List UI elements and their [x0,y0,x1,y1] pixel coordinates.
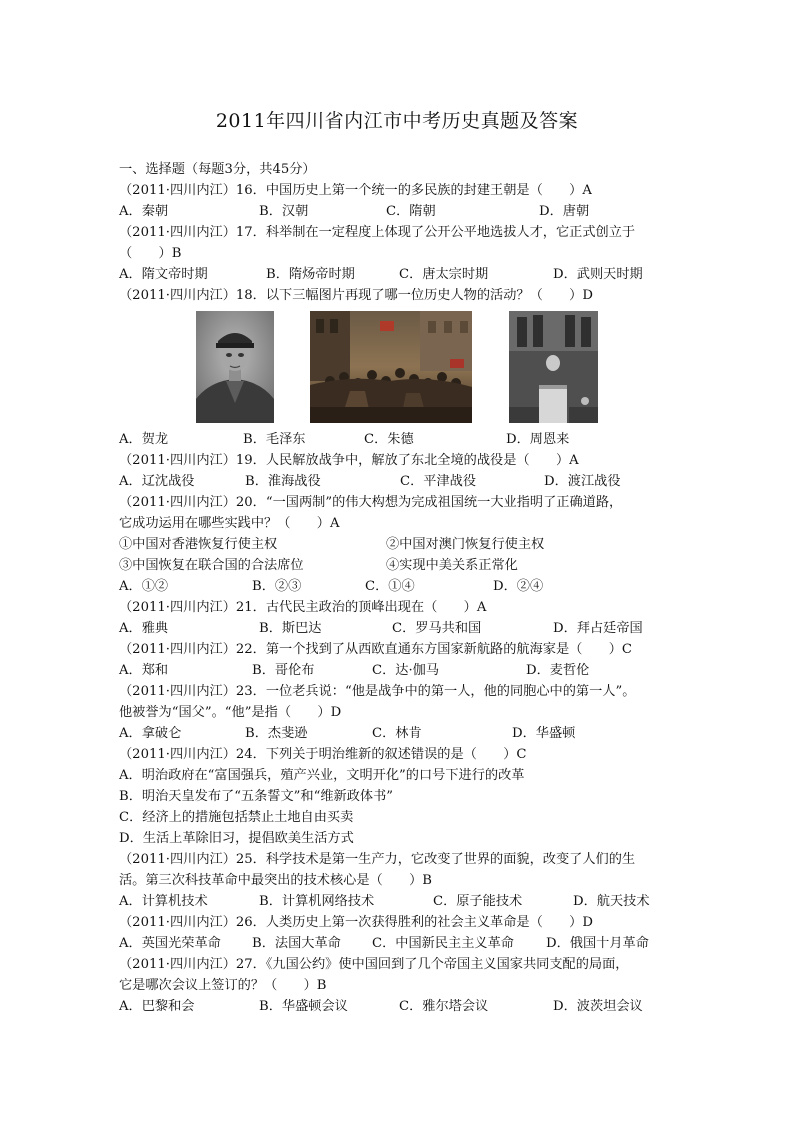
q19-option-c: C．平津战役 [400,474,477,489]
q22-option-c: C．达·伽马 [372,663,440,678]
q18-option-d: D．周恩来 [506,432,570,447]
q16-stem: （2011·四川内江）16．中国历史上第一个统一的多民族的封建王朝是（ ）A [119,183,592,198]
q19-option-d: D．渡江战役 [544,474,621,489]
q24-stem: （2011·四川内江）24．下列关于明治维新的叙述错误的是（ ）C [119,747,527,762]
q27-stem-line2: 它是哪次会议上签订的？（ ）B [119,978,327,993]
q26-option-c: C．中国新民主主义革命 [372,936,514,951]
q24-option-b: B．明治天皇发布了“五条誓文”和“维新政体书” [119,789,394,804]
q21-option-b: B．斯巴达 [259,621,322,636]
q22-option-a: A．郑和 [119,663,169,678]
q22-stem: （2011·四川内江）22．第一个找到了从西欧直通东方国家新航路的航海家是（ ）C [119,642,632,657]
q22-option-b: B．哥伦布 [252,663,315,678]
q23-stem-line2: 他被誉为“国父”。“他”是指（ ）D [119,705,342,720]
q17-option-b: B．隋炀帝时期 [266,267,355,282]
q21-option-a: A．雅典 [119,621,169,636]
q25-stem-line2: 活。第三次科技革命中最突出的技术核心是（ ）B [119,873,433,888]
q20-option-c: C．①④ [365,579,415,594]
crowd-painting [310,311,472,423]
q18-stem: （2011·四川内江）18．以下三幅图片再现了哪一位历史人物的活动？（ ）D [119,288,593,303]
q16-option-b: B．汉朝 [259,204,309,219]
q17-stem-line1: （2011·四川内江）17．科举制在一定程度上体现了公开公平地选拔人才，它正式创立于 [119,225,636,240]
q17-stem-line2: （ ）B [119,246,182,261]
q21-option-c: C．罗马共和国 [392,621,482,636]
q20-item-2: ②中国对澳门恢复行使主权 [386,537,545,552]
q25-option-b: B．计算机网络技术 [259,894,375,909]
q16-option-d: D．唐朝 [539,204,590,219]
section-heading: 一、选择题（每题3分，共45分） [119,162,316,177]
q27-option-a: A．巴黎和会 [119,999,195,1014]
q18-option-c: C．朱德 [364,432,414,447]
q20-stem-line1: （2011·四川内江）20．“一国两制”的伟大构想为完成祖国统一大业指明了正确道路， [119,495,623,510]
q21-option-d: D．拜占廷帝国 [553,621,643,636]
q19-stem: （2011·四川内江）19．人民解放战争中，解放了东北全境的战役是（ ）A [119,453,579,468]
q25-option-a: A．计算机技术 [119,894,208,909]
q20-option-b: B．②③ [252,579,302,594]
q20-option-d: D．②④ [493,579,544,594]
q24-option-c: C．经济上的措施包括禁止土地自由买卖 [119,810,354,825]
q19-option-b: B．淮海战役 [245,474,321,489]
q25-stem-line1: （2011·四川内江）25．科学技术是第一生产力，它改变了世界的面貌，改变了人们的生 [119,852,636,867]
q16-option-c: C．隋朝 [386,204,436,219]
portrait-photo [196,311,274,423]
q18-option-b: B．毛泽东 [243,432,306,447]
q17-option-c: C．唐太宗时期 [399,267,489,282]
q26-option-a: A．英国光荣革命 [119,936,221,951]
q24-option-d: D．生活上革除旧习，提倡欧美生活方式 [119,831,354,846]
q22-option-d: D．麦哲伦 [526,663,590,678]
q19-option-a: A．辽沈战役 [119,474,195,489]
speech-photo [509,311,598,423]
q27-option-d: D．波茨坦会议 [553,999,643,1014]
q23-stem-line1: （2011·四川内江）23．一位老兵说：“他是战争中的第一人，他的同胞心中的第一人”。 [119,684,636,699]
q27-stem-line1: （2011·四川内江）27．《九国公约》使中国回到了几个帝国主义国家共同支配的局面， [119,957,629,972]
q26-option-b: B．法国大革命 [252,936,341,951]
q23-option-b: B．杰斐逊 [245,726,308,741]
q27-option-c: C．雅尔塔会议 [399,999,489,1014]
q17-option-a: A．隋文帝时期 [119,267,208,282]
q17-option-d: D．武则天时期 [553,267,643,282]
q26-option-d: D．俄国十月革命 [546,936,649,951]
q20-stem-line2: 它成功运用在哪些实践中？（ ）A [119,516,340,531]
q23-option-c: C．林肯 [372,726,422,741]
page-title: 2011年四川省内江市中考历史真题及答案 [215,110,579,132]
q21-stem: （2011·四川内江）21．古代民主政治的顶峰出现在（ ）A [119,600,487,615]
q20-item-4: ④实现中美关系正常化 [386,558,518,573]
q18-option-a: A．贺龙 [119,432,169,447]
q27-option-b: B．华盛顿会议 [259,999,348,1014]
q20-item-3: ③中国恢复在联合国的合法席位 [119,558,304,573]
q24-option-a: A．明治政府在“富国强兵，殖产兴业，文明开化”的口号下进行的改革 [119,768,525,783]
q16-option-a: A．秦朝 [119,204,169,219]
q23-option-a: A．拿破仑 [119,726,182,741]
q25-option-d: D．航天技术 [573,894,650,909]
q20-item-1: ①中国对香港恢复行使主权 [119,537,278,552]
q25-option-c: C．原子能技术 [433,894,523,909]
q23-option-d: D．华盛顿 [512,726,576,741]
q20-option-a: A．①② [119,579,169,594]
q26-stem: （2011·四川内江）26．人类历史上第一次获得胜利的社会主义革命是（ ）D [119,915,593,930]
